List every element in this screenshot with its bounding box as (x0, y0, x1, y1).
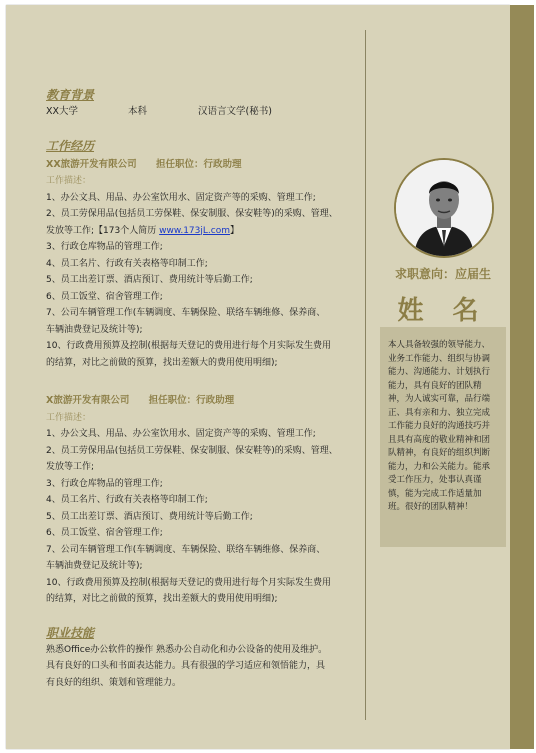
job-1-company: XX旅游开发有限公司 (46, 158, 137, 170)
skills-line: 有良好的组织、策划和管理能力。 (46, 677, 182, 688)
job-1-position: 担任职位：行政助理 (155, 158, 242, 170)
inline-note-link[interactable]: www.173jL.com (159, 225, 230, 236)
education-title: 教育背景 (46, 88, 95, 102)
job-2-line: 2、员工劳保用品(包括员工劳保鞋、保安制服、保安鞋等)的采购、管理、 (46, 445, 338, 456)
candidate-name: 姓 名 (397, 296, 489, 326)
job-1-header (46, 157, 358, 174)
job-2-company: X旅游开发有限公司 (46, 395, 130, 406)
job-1-line: 的结算，对比之前做的预算，找出差额大的费用使用明细); (46, 357, 278, 368)
column-divider (365, 30, 366, 720)
side-stripe (510, 5, 534, 749)
avatar (394, 158, 494, 258)
left-column (46, 80, 358, 691)
work-title: 工作经历 (46, 138, 95, 153)
education-major: 汉语言文学(秘书) (198, 106, 272, 117)
job-2-line: 发放等工作; (46, 462, 95, 472)
job-1-desc-label: 工作描述： (46, 176, 92, 186)
job-1-line: 3、行政仓库物品的管理工作; (46, 242, 163, 252)
job-1-line: 7、公司车辆管理工作(车辆调度、车辆保险、联络车辆维修、保养商、 (46, 308, 326, 318)
job-1-line (46, 223, 358, 240)
job-2-line: 的结算，对比之前做的预算，找出差额大的费用使用明细); (46, 594, 278, 604)
education-degree: 本科 (128, 106, 148, 117)
skills-line: 具有良好的口头和书面表达能力。具有很强的学习适应和领悟能力，具 (46, 661, 326, 671)
skills-title: 职业技能 (46, 625, 95, 640)
job-2-line: 3、行政仓库物品的管理工作; (46, 478, 163, 489)
job-2-line: 6、员工饭堂、宿舍管理工作; (46, 528, 163, 538)
job-1-line: 4、员工名片、行政有关表格等印制工作; (46, 258, 208, 269)
job-2-line: 车辆油费登记及统计等); (46, 561, 143, 571)
job-target: 求职意向：应届生 (394, 267, 491, 281)
job-2-header (46, 393, 358, 410)
job-1-line-text: 发放等工作; (46, 225, 95, 236)
education-school: XX大学 (46, 106, 79, 117)
job-2-line: 5、员工出差订票、酒店预订、费用统计等后勤工作; (46, 511, 253, 522)
job-1-line: 6、员工饭堂、宿舍管理工作; (46, 291, 163, 302)
job-2-desc-label: 工作描述： (46, 412, 92, 423)
job-1-line: 1、办公文具、用品、办公室饮用水、固定资产等的采购、管理工作; (46, 192, 316, 203)
job-1-line: 10、行政费用预算及控制(根据每天登记的费用进行每个月实际发生费用 (46, 341, 331, 351)
job-2-line: 7、公司车辆管理工作(车辆调度、车辆保险、联络车辆维修、保养商、 (46, 544, 326, 555)
job-1-line: 5、员工出差订票、酒店预订、费用统计等后勤工作; (46, 275, 253, 285)
job-2-line: 1、办公文具、用品、办公室饮用水、固定资产等的采购、管理工作; (46, 429, 316, 439)
bio-box: 本人具备较强的领导能力、业务工作能力、组织与协调能力、沟通能力、计划执行能力，具有良好的团队精神，为人诚实可靠，品行端正、具有亲和力、独立完成工作能力良好的沟通技巧并且具有高度的敬业精神和团队精神，有良好的组织判断能力，力和公关能力。能承受工作压力，处事认真谨慎，能为完成工作适量加班。很好的团队精神！ (380, 327, 506, 547)
job-1-line: 2、员工劳保用品(包括员工劳保鞋、保安制服、保安鞋等)的采购、管理、 (46, 209, 338, 219)
job-2-position: 担任职位：行政助理 (148, 395, 235, 406)
job-1-line: 车辆油费登记及统计等); (46, 324, 143, 335)
inline-note-suffix: 】 (230, 225, 240, 236)
job-2-line: 4、员工名片、行政有关表格等印制工作; (46, 495, 208, 505)
job-2-line: 10、行政费用预算及控制(根据每天登记的费用进行每个月实际发生费用 (46, 577, 331, 588)
inline-note-prefix: 【173个人简历 (94, 225, 160, 236)
skills-line: 熟悉Office办公软件的操作 熟悉办公自动化和办公设备的使用及维护。 (46, 644, 328, 655)
person-photo-icon (396, 160, 492, 256)
education-row (46, 104, 358, 121)
